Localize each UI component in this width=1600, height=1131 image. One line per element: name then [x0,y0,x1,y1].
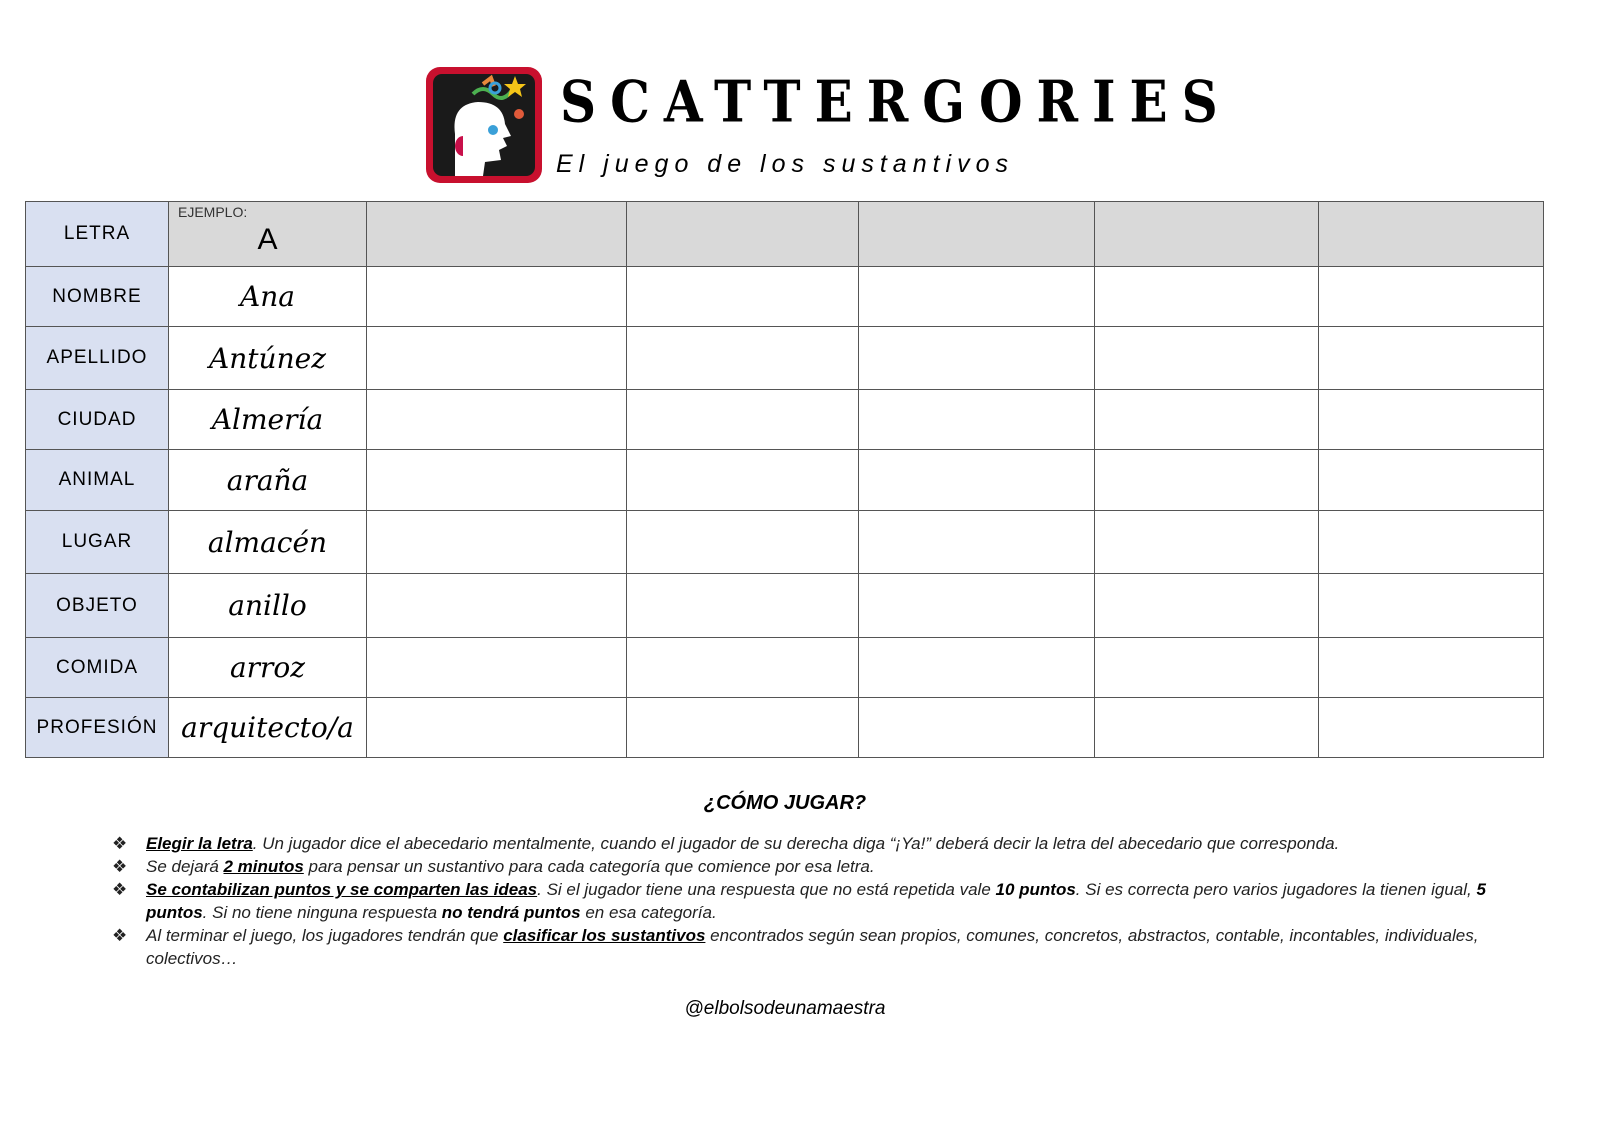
category-cell: OBJETO [26,574,169,638]
answer-cell[interactable] [1319,638,1544,698]
table-row [26,267,1544,327]
emphasis: Elegir la letra [146,834,253,853]
table-row [26,698,1544,758]
instructions-list [112,832,1502,970]
category-cell: LUGAR [26,511,169,574]
answer-cell[interactable] [859,267,1095,327]
author-handle: @elbolsodeunamaestra [684,998,886,1019]
answer-cell[interactable] [1095,698,1319,758]
answer-cell[interactable] [367,450,627,511]
diamond-bullet-icon: ❖ [112,926,128,945]
emphasis: Se contabilizan puntos y se comparten las ideas [146,880,538,899]
example-cell: anillo [169,574,367,638]
list-item [112,832,1502,855]
answer-cell[interactable] [1095,202,1319,267]
answer-cell[interactable] [367,511,627,574]
list-item [112,855,1502,878]
answer-cell[interactable] [1095,638,1319,698]
answer-cell[interactable] [859,202,1095,267]
answer-cell[interactable] [367,638,627,698]
text: Se dejará [146,857,224,876]
answer-cell[interactable] [1319,698,1544,758]
answer-cell[interactable] [859,390,1095,450]
example-cell: almacén [169,511,367,574]
answer-cell[interactable] [1319,574,1544,638]
answer-cell[interactable] [367,202,627,267]
example-letter: A [257,223,278,256]
game-grid [25,201,1544,758]
table-row [26,638,1544,698]
table-row [26,327,1544,390]
how-to-play-heading: ¿CÓMO JUGAR? [703,792,867,814]
scattergories-logo [426,67,542,183]
answer-cell[interactable] [1319,390,1544,450]
answer-cell[interactable] [627,267,859,327]
answer-cell[interactable] [859,638,1095,698]
answer-cell[interactable] [627,327,859,390]
example-cell: Ana [169,267,367,327]
game-title: SCATTERGORIES [560,67,1232,136]
answer-cell[interactable] [859,698,1095,758]
example-cell: Almería [169,390,367,450]
table-row [26,511,1544,574]
text: . Un jugador dice el abecedario mentalmente, cuando el jugador de su derecha diga “¡Ya!” deberá decir la letra del abecedario que corresponda. [252,834,1340,853]
answer-cell[interactable] [1095,450,1319,511]
text: . Si el jugador tiene una respuesta que no está repetida vale [537,880,996,899]
list-item [112,924,1502,970]
category-cell: COMIDA [26,638,169,698]
answer-cell[interactable] [627,698,859,758]
answer-cell[interactable] [627,450,859,511]
answer-cell[interactable] [367,327,627,390]
bold: 10 puntos [995,880,1076,899]
category-cell: CIUDAD [26,390,169,450]
answer-cell[interactable] [1095,267,1319,327]
example-cell [169,202,367,267]
answer-cell[interactable] [367,390,627,450]
answer-cell[interactable] [1095,390,1319,450]
answer-cell[interactable] [627,638,859,698]
answer-cell[interactable] [859,450,1095,511]
category-cell: APELLIDO [26,327,169,390]
emphasis: clasificar los sustantivos [503,926,706,945]
answer-cell[interactable] [1319,267,1544,327]
diamond-bullet-icon: ❖ [112,834,128,853]
example-cell: araña [169,450,367,511]
category-cell: LETRA [26,202,169,267]
answer-cell[interactable] [1095,574,1319,638]
answer-cell[interactable] [1095,327,1319,390]
category-cell: ANIMAL [26,450,169,511]
table-row [26,202,1544,267]
answer-cell[interactable] [1319,327,1544,390]
game-subtitle: El juego de los sustantivos [556,150,1015,178]
example-label: EJEMPLO: [178,204,248,220]
answer-cell[interactable] [367,267,627,327]
table-row [26,450,1544,511]
example-cell: arquitecto/a [169,698,367,758]
answer-cell[interactable] [627,511,859,574]
answer-cell[interactable] [367,574,627,638]
table-row [26,574,1544,638]
answer-cell[interactable] [1319,202,1544,267]
answer-cell[interactable] [1095,511,1319,574]
answer-cell[interactable] [1319,450,1544,511]
diamond-bullet-icon: ❖ [112,857,128,876]
example-cell: arroz [169,638,367,698]
text: Al terminar el juego, los jugadores tendrán que [146,926,504,945]
category-cell: PROFESIÓN [26,698,169,758]
list-item [112,878,1502,924]
text: para pensar un sustantivo para cada categoría que comience por esa letra. [303,857,875,876]
text: . Si no tiene ninguna respuesta [202,903,442,922]
answer-cell[interactable] [367,698,627,758]
answer-cell[interactable] [1319,511,1544,574]
text: encontrados según sean propios, comunes, concretos, abstractos, contable, incontables, individuales, colectivos… [146,926,1479,968]
example-cell: Antúnez [169,327,367,390]
answer-cell[interactable] [859,327,1095,390]
category-cell: NOMBRE [26,267,169,327]
answer-cell[interactable] [859,511,1095,574]
text: . Si es correcta pero varios jugadores la tienen igual, [1075,880,1477,899]
bold: 5 puntos [146,880,1486,922]
emphasis: 2 minutos [223,857,304,876]
answer-cell[interactable] [627,574,859,638]
answer-cell[interactable] [859,574,1095,638]
diamond-bullet-icon: ❖ [112,880,128,899]
table-row [26,390,1544,450]
answer-cell[interactable] [627,202,859,267]
bold: no tendrá puntos [441,903,581,922]
answer-cell[interactable] [627,390,859,450]
text: en esa categoría. [580,903,717,922]
